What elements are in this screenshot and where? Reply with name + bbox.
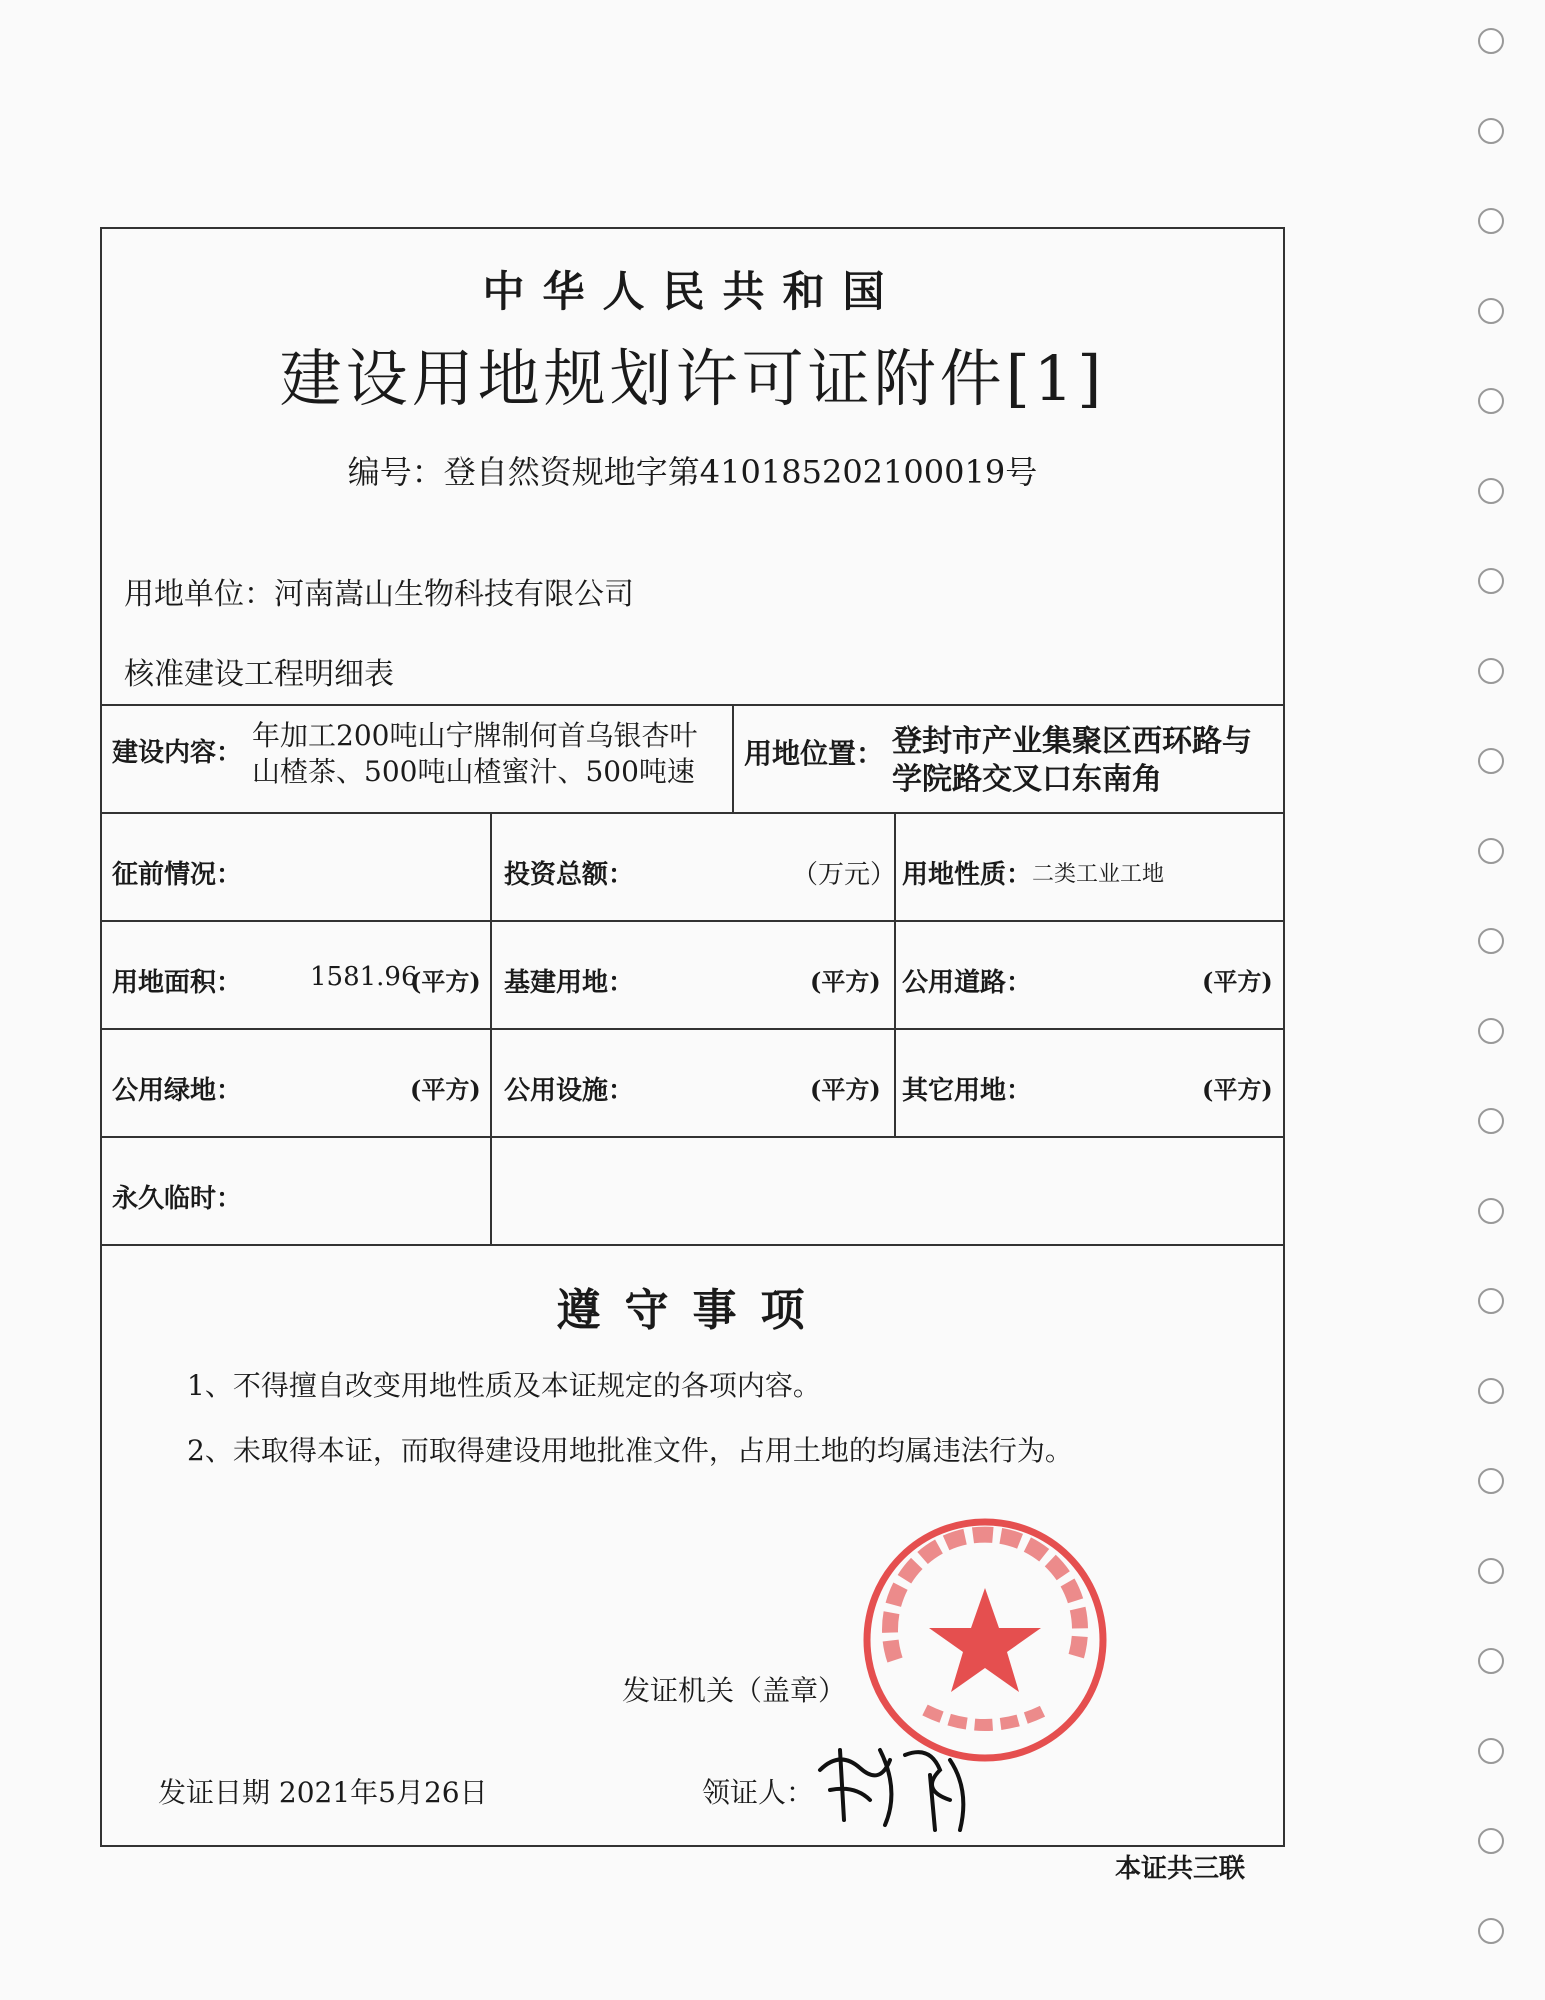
public-road-unit: (平方) — [1202, 967, 1273, 996]
rule-item-2: 2、未取得本证，而取得建设用地批准文件，占用土地的均属违法行为。 — [187, 1434, 1073, 1467]
binding-hole — [1478, 1468, 1504, 1494]
rule-item-1: 1、不得擅自改变用地性质及本证规定的各项内容。 — [187, 1369, 821, 1402]
binding-hole — [1478, 1288, 1504, 1314]
public-facility-unit: (平方) — [810, 1075, 881, 1104]
binding-hole — [1478, 658, 1504, 684]
location-label: 用地位置： — [744, 737, 885, 770]
binding-hole — [1478, 208, 1504, 234]
land-area-label: 用地面积： — [112, 968, 243, 998]
location-line2: 学院路交叉口东南角 — [892, 762, 1162, 797]
binding-hole — [1478, 388, 1504, 414]
investment-label: 投资总额： — [504, 860, 635, 890]
binding-hole — [1478, 478, 1504, 504]
permanent-temporary-label: 永久临时： — [112, 1184, 243, 1214]
table-rule — [102, 704, 1283, 706]
construction-land-unit: (平方) — [810, 967, 881, 996]
certificate-number: 编号：登自然资规地字第410185202100019号 — [347, 453, 1038, 491]
binding-hole — [1478, 298, 1504, 324]
certificate-title: 建设用地规划许可证附件[1] — [279, 342, 1106, 415]
construction-content-line2: 山楂茶、500吨山楂蜜汁、500吨速 — [252, 755, 695, 788]
binding-hole — [1478, 1198, 1504, 1224]
binding-hole — [1478, 1108, 1504, 1134]
land-area-unit: (平方) — [410, 967, 481, 996]
binding-hole — [1478, 1828, 1504, 1854]
pre-acquisition-label: 征前情况： — [112, 860, 243, 890]
binding-hole — [1478, 28, 1504, 54]
binding-hole — [1478, 1648, 1504, 1674]
receiver-label: 领证人： — [702, 1776, 815, 1809]
land-nature-value: 二类工业工地 — [1032, 862, 1165, 887]
construction-land-label: 基建用地： — [504, 968, 635, 998]
land-unit-label: 用地单位： — [124, 577, 274, 612]
construction-content-label: 建设内容： — [112, 738, 243, 768]
investment-unit: （万元） — [792, 860, 897, 890]
table-rule — [102, 1244, 1283, 1246]
details-table — [102, 704, 1283, 1244]
footer-note: 本证共三联 — [1115, 1854, 1246, 1884]
other-land-unit: (平方) — [1202, 1075, 1273, 1104]
land-unit-value: 河南嵩山生物科技有限公司 — [274, 577, 634, 612]
construction-content-line1: 年加工200吨山宁牌制何首乌银杏叶 — [252, 719, 698, 752]
country-title: 中华人民共和国 — [482, 267, 903, 316]
other-land-label: 其它用地： — [902, 1076, 1033, 1106]
table-rule — [490, 812, 492, 1244]
land-nature-label: 用地性质： — [902, 860, 1033, 890]
binding-hole — [1478, 748, 1504, 774]
land-unit — [124, 569, 634, 613]
public-facility-label: 公用设施： — [504, 1076, 635, 1106]
table-rule — [102, 1136, 1283, 1138]
binding-hole — [1478, 118, 1504, 144]
issue-date: 发证日期 2021年5月26日 — [158, 1776, 488, 1809]
binding-hole — [1478, 928, 1504, 954]
table-rule — [732, 704, 734, 812]
binding-hole — [1478, 1558, 1504, 1584]
binding-holes — [1460, 0, 1520, 2000]
table-rule — [102, 812, 1283, 814]
table-heading: 核准建设工程明细表 — [124, 657, 394, 692]
binding-hole — [1478, 1018, 1504, 1044]
issuer-label: 发证机关（盖章） — [622, 1674, 847, 1707]
public-road-label: 公用道路： — [902, 968, 1033, 998]
public-green-label: 公用绿地： — [112, 1076, 243, 1106]
binding-hole — [1478, 568, 1504, 594]
binding-hole — [1478, 838, 1504, 864]
binding-hole — [1478, 1378, 1504, 1404]
table-rule — [102, 920, 1283, 922]
binding-hole — [1478, 1918, 1504, 1944]
table-rule — [102, 1028, 1283, 1030]
receiver-signature — [810, 1730, 980, 1840]
land-area-value: 1581.96 — [310, 962, 418, 992]
binding-hole — [1478, 1738, 1504, 1764]
location-line1: 登封市产业集聚区西环路与 — [892, 724, 1252, 759]
rules-title: 遵守事项 — [556, 1285, 829, 1336]
public-green-unit: (平方) — [410, 1075, 481, 1104]
